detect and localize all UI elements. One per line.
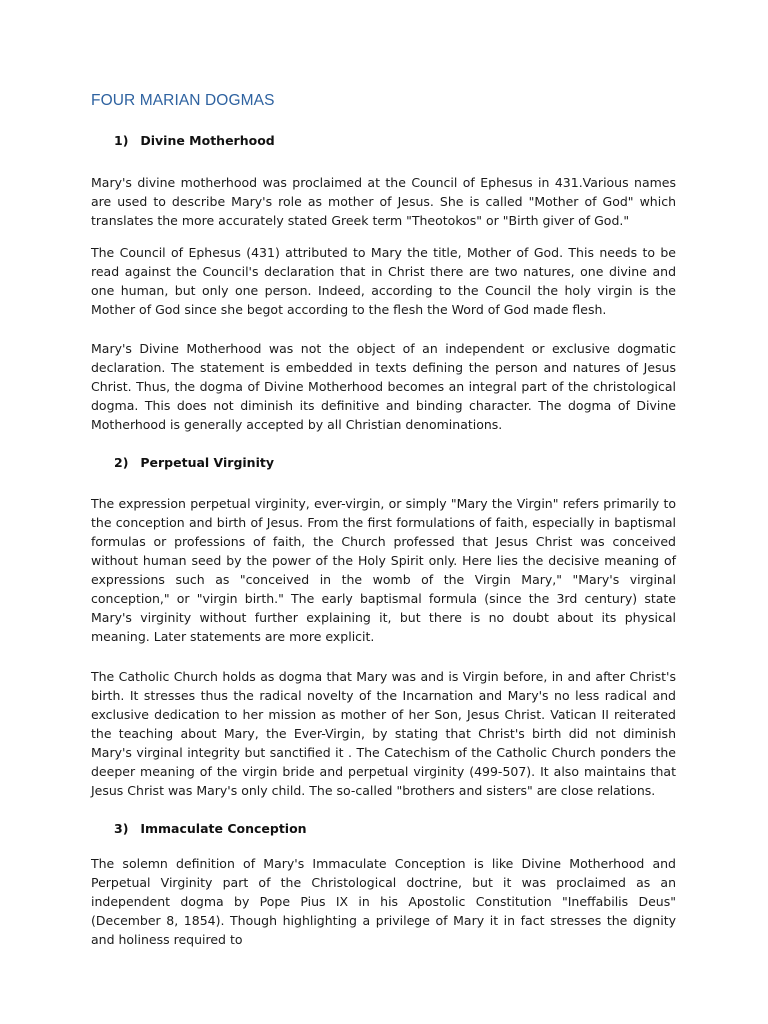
section-number: 1) (114, 133, 129, 148)
paragraph: The Catholic Church holds as dogma that Mary was and is Virgin before, in and after Christ's birth. It stresses thus the radical novelty of the Incarnation and Mary's no less radical and exclusive dedication to her mission as mother of her Son, Jesus Christ. Vatican II reiterated the teaching about Mary, the Ever-Virgin, by stating that Christ's birth did not diminish Mary's virginal integrity but sanctified it . The Catechism of the Catholic Church ponders the deeper meaning of the virgin bride and perpetual virginity (499-507). It also maintains that Jesus Christ was Mary's only child. The so-called "brothers and sisters" are close relations. (91, 669, 676, 798)
paragraph: Mary's divine motherhood was proclaimed at the Council of Ephesus in 431.Various names are used to describe Mary's role as mother of Jesus. She is called "Mother of God" which translates the more accurately stated Greek term "Theotokos" or "Birth giver of God." (91, 175, 676, 228)
document-title: FOUR MARIAN DOGMAS (91, 92, 275, 109)
paragraph: The solemn definition of Mary's Immaculate Conception is like Divine Motherhood and Perpetual Virginity part of the Christological doctrine, but it was proclaimed as an independent dogma by Pope Pius IX in his Apostolic Constitution "Ineffabilis Deus" (December 8, 1854). Though highlighting a privilege of Mary it in fact stresses the dignity and holiness required to (91, 856, 676, 947)
section-number: 3) (114, 821, 129, 836)
section-heading (114, 133, 275, 148)
paragraph: The Council of Ephesus (431) attributed to Mary the title, Mother of God. This needs to be read against the Council's declaration that in Christ there are two natures, one divine and one human, but only one person. Indeed, according to the Council the holy virgin is the Mother of God since she begot according to the flesh the Word of God made flesh. (91, 245, 676, 317)
section-heading (114, 455, 274, 470)
paragraph: Mary's Divine Motherhood was not the object of an independent or exclusive dogmatic declaration. The statement is embedded in texts defining the person and natures of Jesus Christ. Thus, the dogma of Divine Motherhood becomes an integral part of the christological dogma. This does not diminish its definitive and binding character. The dogma of Divine Motherhood is generally accepted by all Christian denominations. (91, 341, 676, 432)
paragraph: The expression perpetual virginity, ever-virgin, or simply "Mary the Virgin" refers primarily to the conception and birth of Jesus. From the first formulations of faith, especially in baptismal formulas or professions of faith, the Church professed that Jesus Christ was conceived without human seed by the power of the Holy Spirit only. Here lies the decisive meaning of expressions such as "conceived in the womb of the Virgin Mary," "Mary's virginal conception," or "virgin birth." The early baptismal formula (since the 3rd century) state Mary's virginity without further explaining it, but there is no doubt about its physical meaning. Later statements are more explicit. (91, 496, 676, 644)
section-title: Divine Motherhood (140, 133, 275, 148)
section-heading (114, 821, 307, 836)
section-number: 2) (114, 455, 129, 470)
section-title: Immaculate Conception (140, 821, 307, 836)
section-title: Perpetual Virginity (140, 455, 274, 470)
